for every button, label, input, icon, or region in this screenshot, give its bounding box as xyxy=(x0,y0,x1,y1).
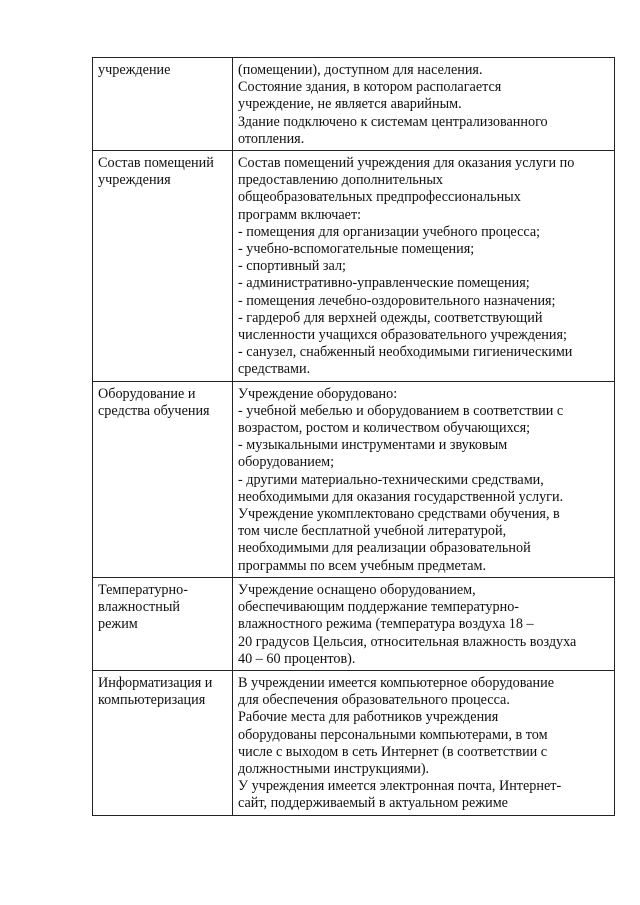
row-content-line: оборудованы персональными компьютерами, в том xyxy=(238,726,548,743)
row-label-line: учреждения xyxy=(98,172,171,189)
row-content-line: - другими материально-техническими средствами, xyxy=(238,471,544,488)
row-content-line: том числе бесплатной учебной литературой, xyxy=(238,523,507,540)
row-label-line: учреждение xyxy=(98,62,171,78)
row-content-line: 40 – 60 процентов). xyxy=(238,650,356,667)
row-content-line: 20 градусов Цельсия, относительная влажность воздуха xyxy=(238,633,577,650)
row-content-cell xyxy=(233,58,615,151)
row-content-cell xyxy=(233,670,615,815)
row-content-line: Здание подключено к системам централизованного xyxy=(238,113,548,130)
table-row xyxy=(93,381,615,577)
row-content-line: Учреждение укомплектовано средствами обучения, в xyxy=(238,506,560,523)
row-content-cell xyxy=(233,381,615,577)
row-content-line: Состояние здания, в котором располагается xyxy=(238,79,502,96)
row-content-line: учреждение, не является аварийным. xyxy=(238,96,462,113)
row-content-line: для обеспечения образовательного процесса. xyxy=(238,692,510,709)
table-row xyxy=(93,151,615,382)
row-label-line: влажностный xyxy=(98,599,180,616)
requirements-table xyxy=(92,57,615,816)
row-label-line: средства обучения xyxy=(98,402,210,419)
row-content-line: Состав помещений учреждения для оказания услуги по xyxy=(238,155,575,172)
row-label-line: Состав помещений xyxy=(98,155,214,172)
row-content-cell xyxy=(233,151,615,382)
row-content-line: программ включает: xyxy=(238,206,362,223)
row-content-line: Рабочие места для работников учреждения xyxy=(238,709,499,726)
row-label-cell xyxy=(93,151,233,382)
table-row xyxy=(93,58,615,151)
row-content-line: общеобразовательных предпрофессиональных xyxy=(238,189,521,206)
row-content-line: численности учащихся образовательного учреждения; xyxy=(238,327,567,344)
row-label-line: режим xyxy=(98,616,138,633)
row-content-cell xyxy=(233,577,615,670)
row-content-line: - санузел, снабженный необходимыми гигиеническими xyxy=(238,344,573,361)
row-content-line: числе с выходом в сеть Интернет (в соответствии с xyxy=(238,743,548,760)
row-content-line: - помещения для организации учебного процесса; xyxy=(238,223,541,240)
row-content-line: сайт, поддерживаемый в актуальном режиме xyxy=(238,795,508,812)
row-content-line: средствами. xyxy=(238,361,311,378)
row-content-line: возрастом, ростом и количеством обучающихся; xyxy=(238,420,531,437)
row-label-line: Оборудование и xyxy=(98,385,196,402)
row-content-line: - учебно-вспомогательные помещения; xyxy=(238,241,475,258)
row-label-cell xyxy=(93,58,233,151)
row-content-line: должностными инструкциями). xyxy=(238,760,430,777)
row-content-line: необходимыми для оказания государственной услуги. xyxy=(238,488,564,505)
row-label-cell xyxy=(93,577,233,670)
row-content-line: предоставлению дополнительных xyxy=(238,172,443,189)
row-content-line: - гардероб для верхней одежды, соответствующий xyxy=(238,309,543,326)
row-content-line: (помещении), доступном для населения. xyxy=(238,62,483,78)
row-content-line: Учреждение оборудовано: xyxy=(238,385,398,402)
row-content-line: необходимыми для реализации образовательной xyxy=(238,540,531,557)
row-label-line: Температурно- xyxy=(98,581,188,598)
row-content-line: отопления. xyxy=(238,130,305,147)
row-content-line: оборудованием; xyxy=(238,454,335,471)
row-label-line: компьютеризация xyxy=(98,692,206,709)
row-label-cell xyxy=(93,381,233,577)
row-label-line: Информатизация и xyxy=(98,674,213,691)
table-row xyxy=(93,577,615,670)
row-content-line: программы по всем учебным предметам. xyxy=(238,557,487,574)
row-content-line: Учреждение оснащено оборудованием, xyxy=(238,581,476,598)
row-content-line: У учреждения имеется электронная почта, Интернет- xyxy=(238,778,562,795)
row-content-line: обеспечивающим поддержание температурно- xyxy=(238,599,520,616)
table-row xyxy=(93,670,615,815)
row-content-line: - спортивный зал; xyxy=(238,258,346,275)
row-content-line: - помещения лечебно-оздоровительного назначения; xyxy=(238,292,556,309)
row-label-cell xyxy=(93,670,233,815)
row-content-line: В учреждении имеется компьютерное оборудование xyxy=(238,674,555,691)
requirements-table-body xyxy=(93,58,615,816)
row-content-line: - музыкальными инструментами и звуковым xyxy=(238,437,508,454)
row-content-line: - административно-управленческие помещения; xyxy=(238,275,530,292)
row-content-line: - учебной мебелью и оборудованием в соответствии с xyxy=(238,402,564,419)
row-content-line: влажностного режима (температура воздуха 18 – xyxy=(238,616,534,633)
